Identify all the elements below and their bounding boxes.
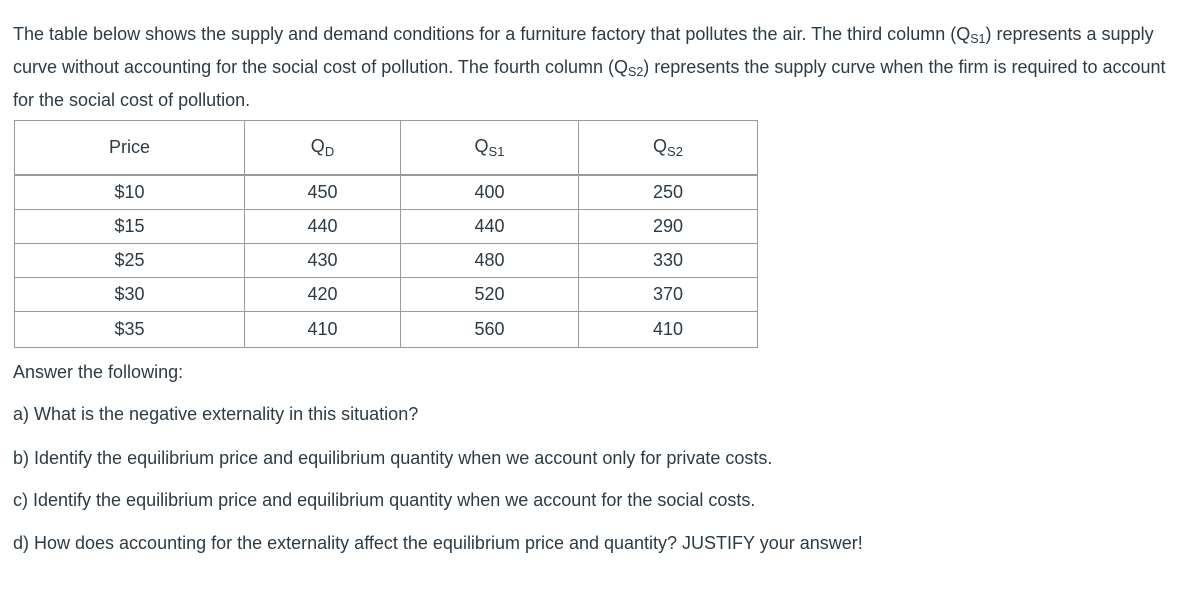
cell-qs1: 560 [401,312,579,348]
header-price [15,121,245,176]
header-price-label: Price [108,137,150,157]
cell-qs1: 440 [401,210,579,244]
question-c: c) Identify the equilibrium price and equilibrium quantity when we account for the social costs. [13,490,756,510]
cell-price: $35 [15,312,245,348]
cell-qs1: 480 [401,244,579,278]
question-a: a) What is the negative externality in this situation? [13,404,419,424]
cell-qd: 440 [245,210,401,244]
cell-price: $25 [15,244,245,278]
cell-qs1: 520 [401,278,579,312]
cell-qs1: 400 [401,175,579,210]
cell-qd: 450 [245,175,401,210]
table-row [15,210,758,244]
header-qs1 [401,121,579,176]
header-qs1-label: Q [474,136,489,156]
header-qd-label: Q [310,136,325,156]
header-qs1-subscript: S1 [488,144,505,159]
table-row [15,278,758,312]
questions-heading: Answer the following: [13,362,184,382]
cell-qs2: 370 [579,278,758,312]
header-qs2-subscript: S2 [667,144,683,159]
header-qd [245,121,401,176]
table-row [15,244,758,278]
cell-qd: 430 [245,244,401,278]
intro-text-part3: ) represents the supply curve when the firm is required to account for the social cost of pollution. [13,57,1166,110]
intro-text-part2: ) represents a supply curve without accounting for the social cost of pollution. The fourth column (Q [13,24,1154,77]
table-row [15,312,758,348]
cell-qd: 420 [245,278,401,312]
question-d: d) How does accounting for the externality affect the equilibrium price and quantity? JUSTIFY your answer! [13,533,863,553]
intro-subscript-s2: S2 [628,65,644,79]
header-qd-subscript: D [324,144,335,159]
table-row [15,175,758,210]
header-qs2 [579,121,758,176]
cell-price: $10 [15,175,245,210]
cell-price: $30 [15,278,245,312]
cell-qs2: 290 [579,210,758,244]
supply-demand-table [14,120,758,348]
cell-qs2: 250 [579,175,758,210]
cell-qd: 410 [245,312,401,348]
question-b: b) Identify the equilibrium price and equilibrium quantity when we account only for private costs. [13,448,773,468]
table-header-row [15,121,758,176]
cell-qs2: 330 [579,244,758,278]
cell-price: $15 [15,210,245,244]
intro-subscript-s1: S1 [970,32,986,46]
cell-qs2: 410 [579,312,758,348]
intro-paragraph [13,20,1173,114]
intro-text-part1: The table below shows the supply and demand conditions for a furniture factory that pollutes the air. The third column (Q [13,24,971,44]
header-qs2-label: Q [653,136,668,156]
